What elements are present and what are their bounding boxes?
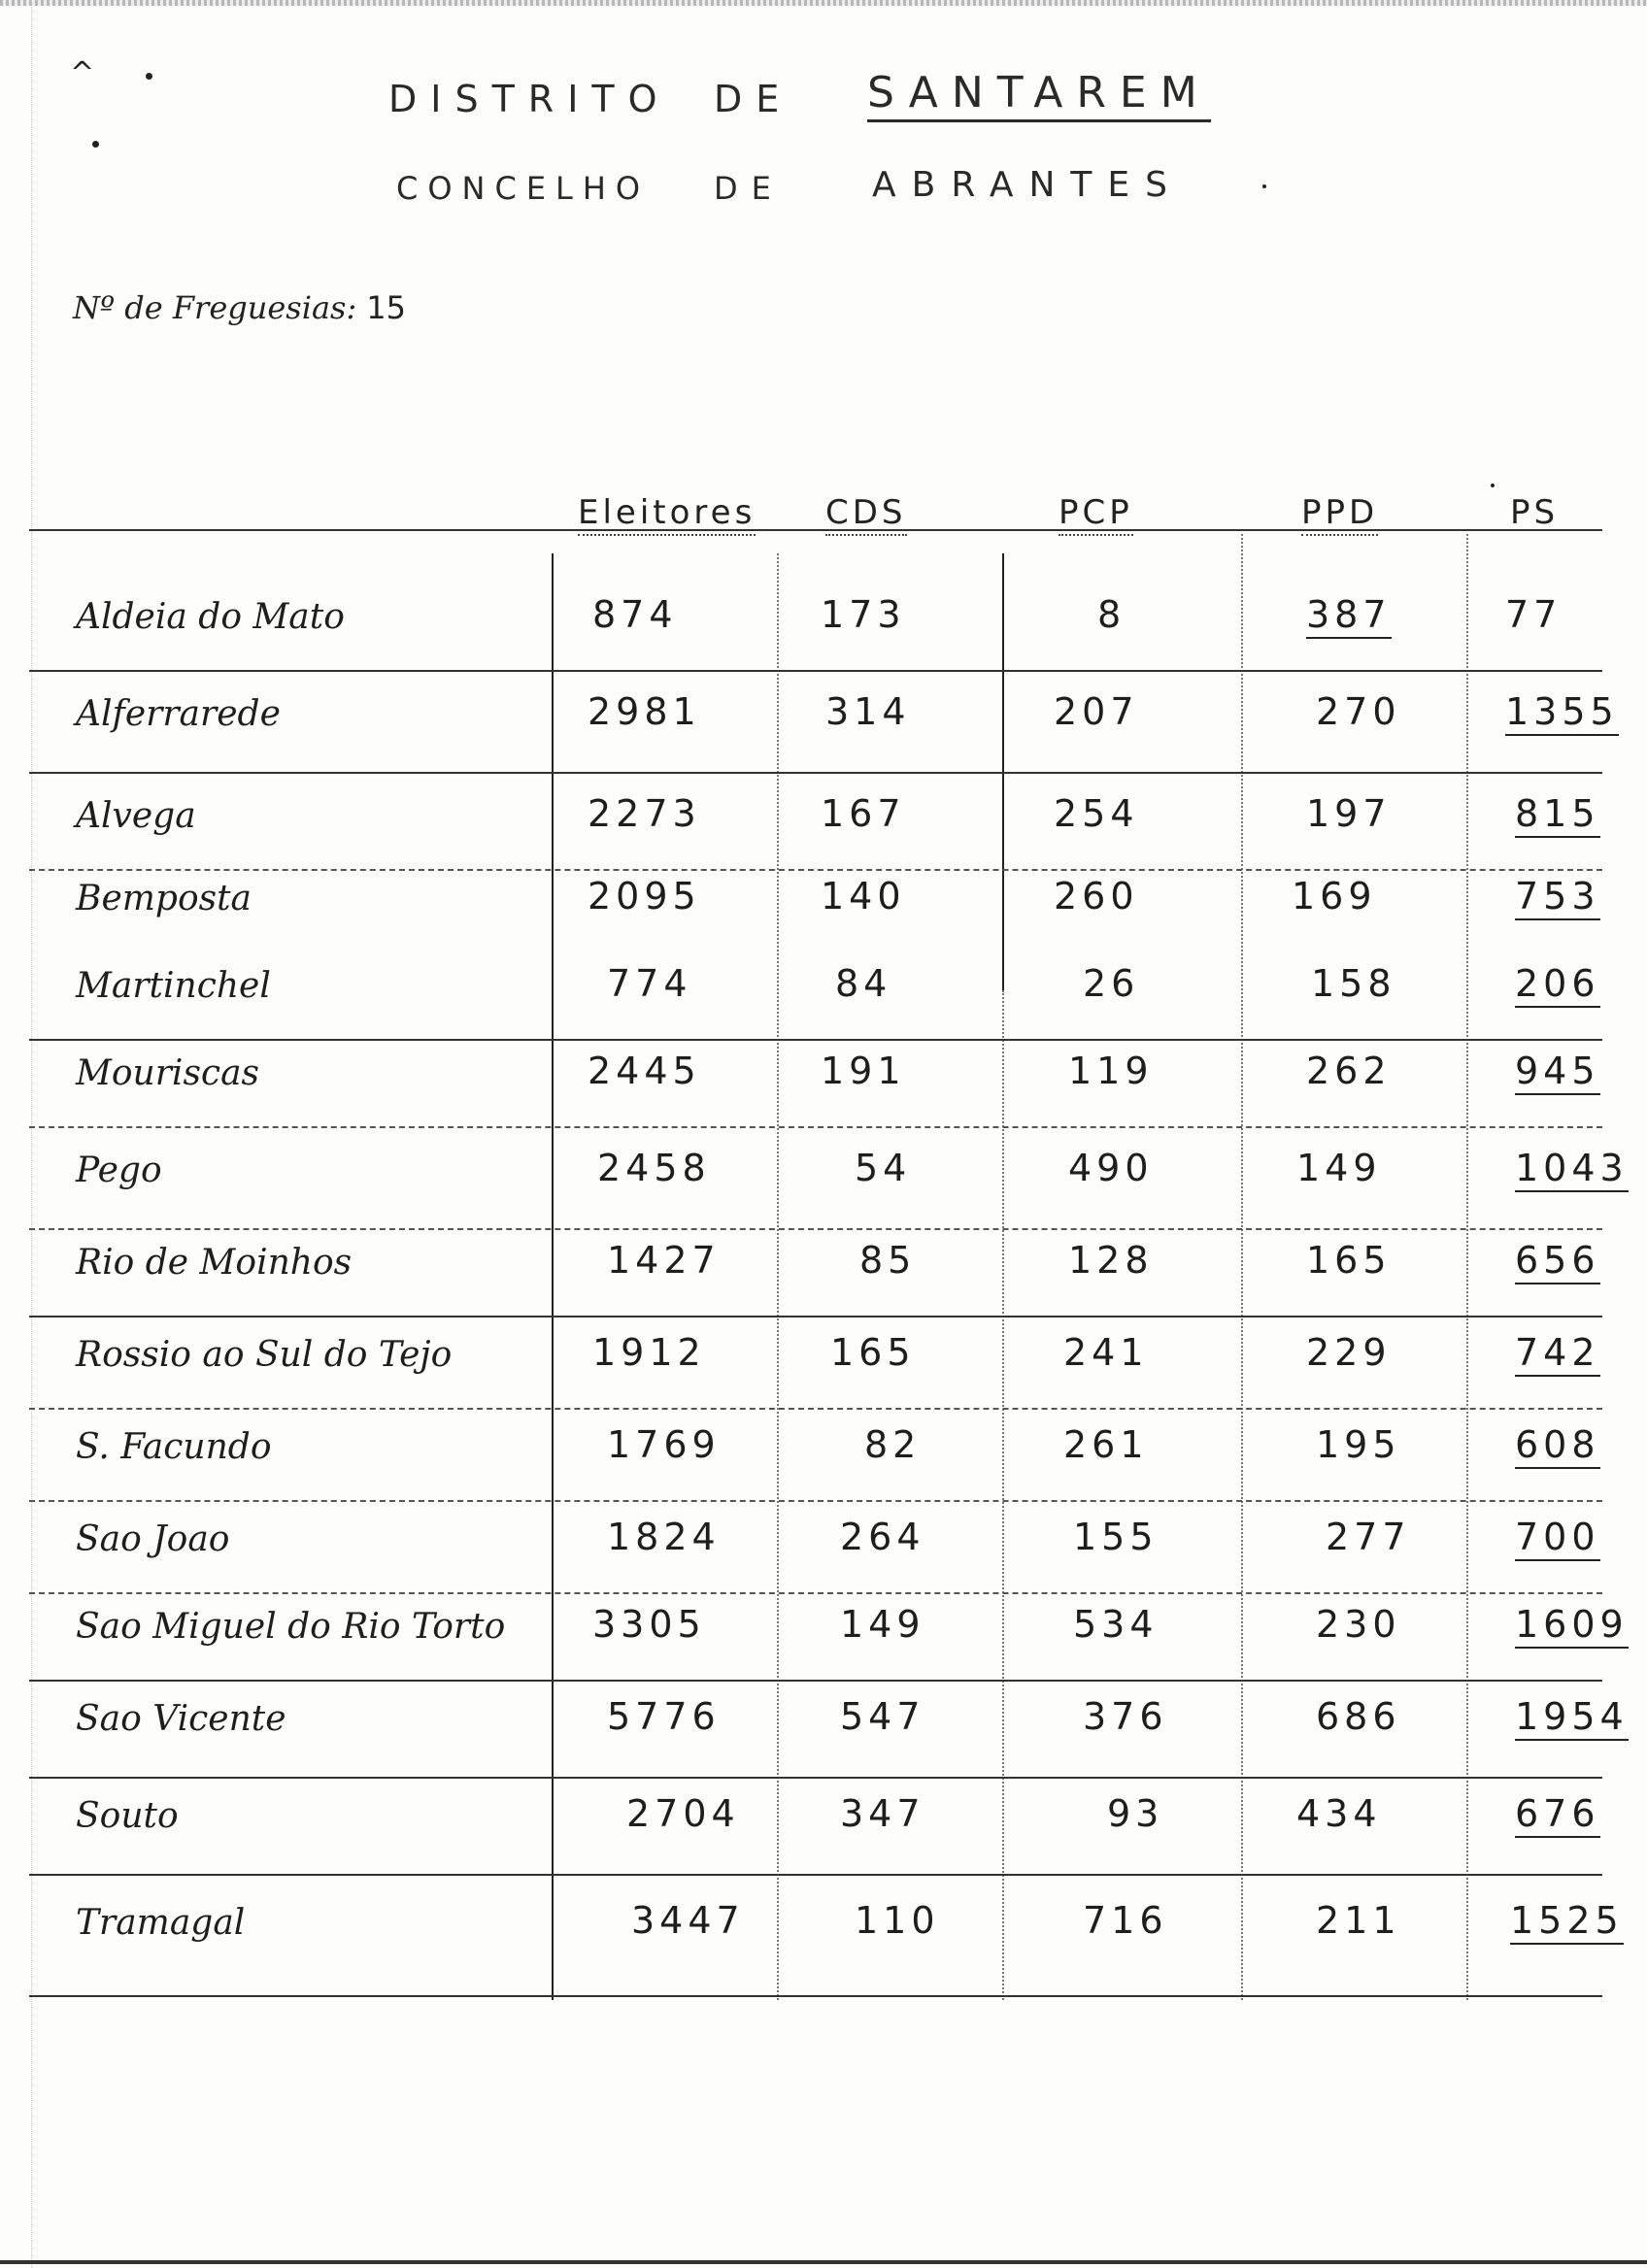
- cell-ps: 815: [1515, 792, 1600, 838]
- row-name: Rio de Moinhos: [76, 1243, 353, 1283]
- cell-pcp: 260: [1054, 875, 1139, 917]
- column-header-pcp: PCP: [1059, 493, 1133, 536]
- row-name: Martinchel: [76, 966, 271, 1006]
- cell-ppd: 158: [1311, 962, 1396, 1005]
- row-separator: [29, 1316, 1602, 1317]
- cell-ppd: 211: [1316, 1899, 1401, 1942]
- cell-ps: 945: [1515, 1050, 1600, 1095]
- cell-cds: 165: [830, 1331, 916, 1374]
- row-separator: [29, 1408, 1602, 1410]
- scan-bottom-edge: [0, 2260, 1647, 2264]
- header-rule: [29, 529, 1602, 531]
- cell-cds: 191: [821, 1050, 906, 1092]
- row-separator: [29, 1680, 1602, 1682]
- ink-dot: [146, 73, 152, 80]
- row-separator: [29, 1592, 1602, 1594]
- scan-top-edge: [0, 0, 1647, 6]
- row-separator: [29, 670, 1602, 672]
- cell-ps: 700: [1515, 1516, 1600, 1561]
- cell-ppd: 195: [1316, 1423, 1401, 1466]
- row-name: S. Facundo: [76, 1427, 272, 1467]
- cell-ps: 742: [1515, 1331, 1600, 1377]
- row-separator: [29, 1777, 1602, 1779]
- cell-ps: 1954: [1515, 1695, 1629, 1741]
- cell-cds: 84: [835, 962, 892, 1005]
- row-separator: [29, 1228, 1602, 1230]
- row-separator: [29, 869, 1602, 871]
- column-header-cds: CDS: [825, 493, 907, 536]
- row-separator: [29, 1874, 1602, 1876]
- cell-cds: 149: [840, 1603, 925, 1646]
- cell-ps: 1043: [1515, 1147, 1629, 1192]
- column-header-ps: PS: [1510, 493, 1560, 532]
- column-header-eleitores: Eleitores: [578, 493, 756, 536]
- cell-eleitores: 2704: [626, 1792, 740, 1835]
- freguesias-count: 15: [366, 289, 406, 326]
- row-name: Bemposta: [76, 879, 252, 918]
- cell-cds: 110: [855, 1899, 940, 1942]
- cell-pcp: 534: [1073, 1603, 1159, 1646]
- cell-pcp: 254: [1054, 792, 1139, 835]
- cell-eleitores: 3447: [631, 1899, 745, 1942]
- ink-dot: [92, 141, 99, 148]
- cell-cds: 264: [840, 1516, 925, 1558]
- cell-ppd: 197: [1306, 792, 1392, 835]
- cell-eleitores: 874: [592, 593, 678, 636]
- cell-pcp: 119: [1068, 1050, 1154, 1092]
- cell-ps: 1609: [1515, 1603, 1629, 1649]
- cell-ps: 608: [1515, 1423, 1600, 1469]
- row-separator: [29, 772, 1602, 774]
- freguesias-label: Nº de Freguesias:: [73, 289, 357, 326]
- cell-ps: 656: [1515, 1239, 1600, 1284]
- ink-dot: [1262, 184, 1266, 188]
- cell-ps: 1355: [1505, 690, 1619, 736]
- cell-pcp: 155: [1073, 1516, 1159, 1558]
- concelho-label: CONCELHO: [396, 170, 651, 207]
- cell-eleitores: 5776: [607, 1695, 721, 1738]
- freguesias-count-line: [73, 289, 406, 326]
- distrito-label: DISTRITO: [388, 78, 671, 120]
- cell-pcp: 26: [1083, 962, 1140, 1005]
- cell-eleitores: 2095: [588, 875, 701, 917]
- row-name: Pego: [76, 1151, 162, 1190]
- cell-eleitores: 3305: [592, 1603, 706, 1646]
- column-divider: [552, 553, 554, 2000]
- cell-pcp: 376: [1083, 1695, 1168, 1738]
- distrito-name: SANTAREM: [867, 68, 1211, 122]
- column-divider: [1466, 534, 1468, 2000]
- row-name: Alferrarede: [76, 694, 281, 734]
- cell-ppd: 686: [1316, 1695, 1401, 1738]
- cell-eleitores: 1824: [607, 1516, 721, 1558]
- cell-cds: 547: [840, 1695, 925, 1738]
- cell-eleitores: 2458: [597, 1147, 711, 1189]
- cell-pcp: 93: [1107, 1792, 1164, 1835]
- cell-eleitores: 2273: [588, 792, 701, 835]
- row-name: Sao Miguel do Rio Torto: [76, 1607, 506, 1647]
- cell-cds: 347: [840, 1792, 925, 1835]
- cell-cds: 314: [825, 690, 911, 733]
- concelho-de: DE: [714, 170, 785, 207]
- cell-pcp: 241: [1063, 1331, 1149, 1374]
- cell-eleitores: 2445: [588, 1050, 701, 1092]
- cell-ppd: 149: [1296, 1147, 1382, 1189]
- cell-pcp: 716: [1083, 1899, 1168, 1942]
- row-separator: [29, 1500, 1602, 1502]
- row-name: Tramagal: [76, 1903, 246, 1943]
- cell-ppd: 169: [1292, 875, 1377, 917]
- caret-mark: ^: [70, 56, 95, 90]
- cell-pcp: 128: [1068, 1239, 1154, 1282]
- column-header-ppd: PPD: [1301, 493, 1378, 536]
- cell-pcp: 490: [1068, 1147, 1154, 1189]
- cell-cds: 54: [855, 1147, 912, 1189]
- row-name: Rossio ao Sul do Tejo: [76, 1335, 453, 1375]
- cell-ppd: 434: [1296, 1792, 1382, 1835]
- cell-cds: 85: [859, 1239, 917, 1282]
- cell-ps: 676: [1515, 1792, 1600, 1838]
- scan-left-edge: [31, 0, 33, 2268]
- cell-eleitores: 1769: [607, 1423, 721, 1466]
- row-name: Sao Vicente: [76, 1699, 286, 1739]
- cell-ps: 206: [1515, 962, 1600, 1008]
- row-name: Sao Joao: [76, 1519, 230, 1559]
- cell-ppd: 387: [1306, 593, 1392, 639]
- row-separator: [29, 1995, 1602, 1997]
- cell-ppd: 229: [1306, 1331, 1392, 1374]
- cell-cds: 140: [821, 875, 906, 917]
- cell-pcp: 8: [1097, 593, 1126, 636]
- cell-pcp: 207: [1054, 690, 1139, 733]
- row-name: Alvega: [76, 796, 196, 836]
- row-name: Aldeia do Mato: [76, 597, 345, 637]
- cell-ppd: 165: [1306, 1239, 1392, 1282]
- cell-cds: 167: [821, 792, 906, 835]
- row-separator: [29, 1039, 1602, 1041]
- ink-dot: [1491, 484, 1495, 487]
- cell-ps: 753: [1515, 875, 1600, 920]
- cell-eleitores: 1427: [607, 1239, 721, 1282]
- cell-pcp: 261: [1063, 1423, 1149, 1466]
- cell-eleitores: 2981: [588, 690, 701, 733]
- distrito-de: DE: [714, 78, 793, 120]
- column-divider: [1002, 990, 1004, 2000]
- cell-ppd: 230: [1316, 1603, 1401, 1646]
- cell-ps: 77: [1505, 593, 1563, 636]
- cell-eleitores: 774: [607, 962, 692, 1005]
- cell-ppd: 270: [1316, 690, 1401, 733]
- column-divider: [777, 553, 779, 2000]
- cell-eleitores: 1912: [592, 1331, 706, 1374]
- cell-ppd: 277: [1326, 1516, 1411, 1558]
- row-name: Souto: [76, 1796, 179, 1836]
- concelho-name: ABRANTES: [872, 165, 1184, 205]
- row-separator: [29, 1126, 1602, 1128]
- row-name: Mouriscas: [76, 1053, 260, 1093]
- cell-ppd: 262: [1306, 1050, 1392, 1092]
- cell-ps: 1525: [1510, 1899, 1624, 1945]
- column-divider: [1241, 534, 1243, 2000]
- cell-cds: 82: [864, 1423, 922, 1466]
- cell-cds: 173: [821, 593, 906, 636]
